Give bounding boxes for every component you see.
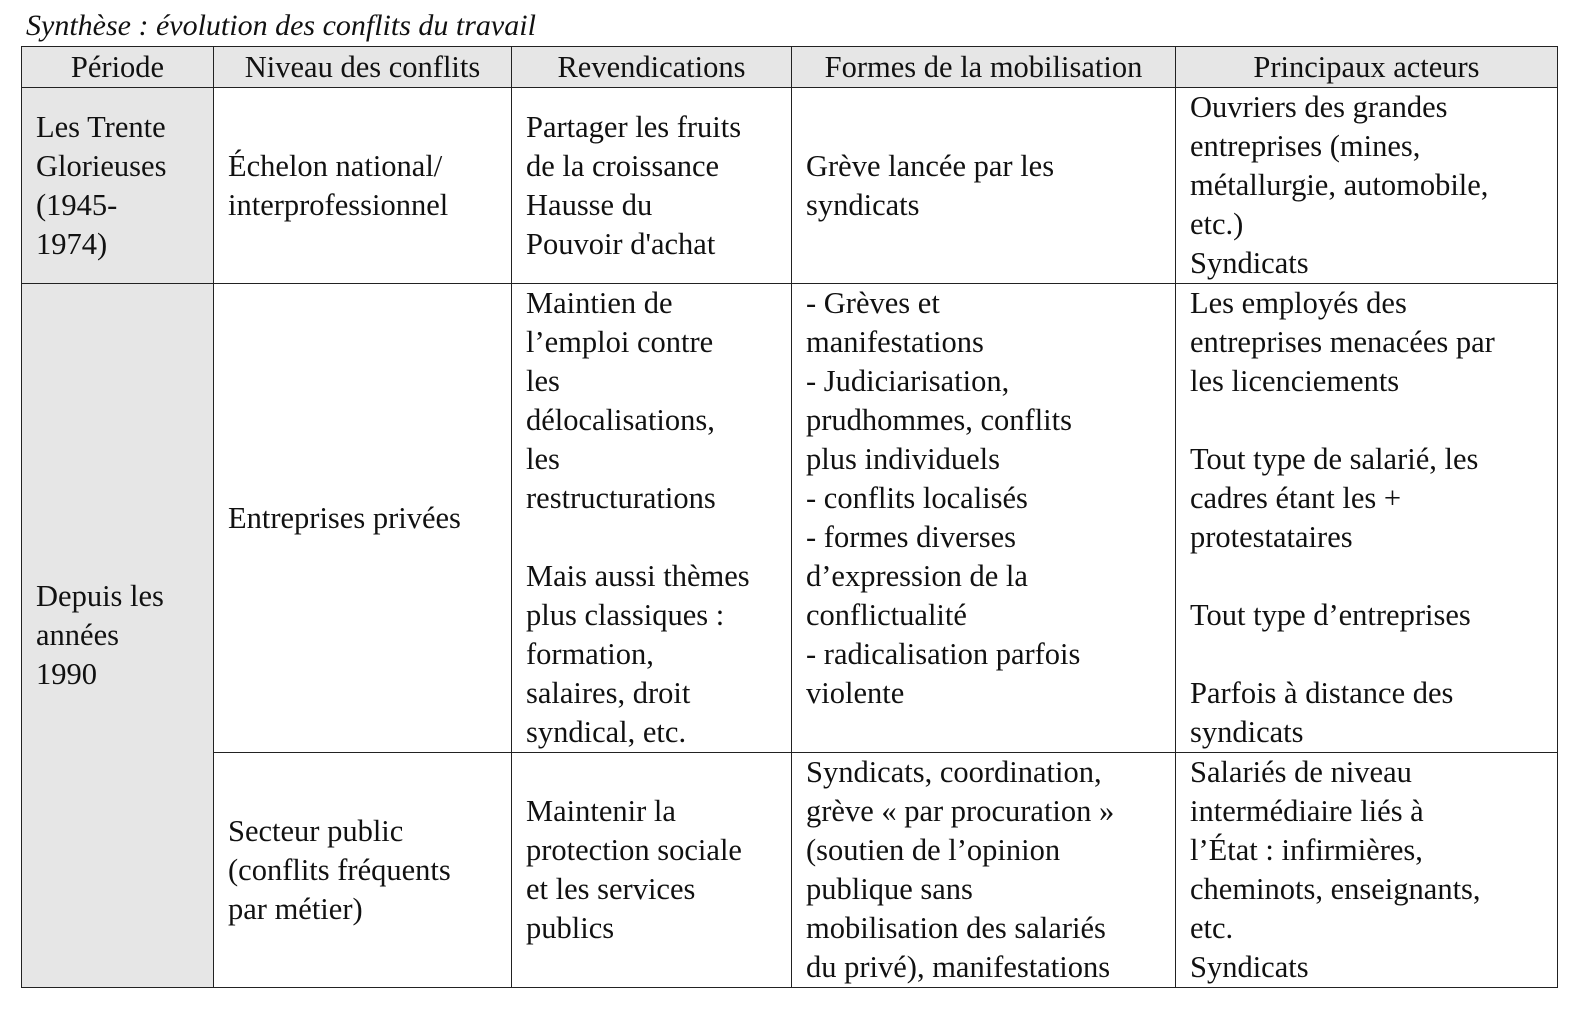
actors-cell [1176, 284, 1558, 753]
table-row [22, 88, 1558, 284]
level-cell [214, 284, 512, 753]
header-forms: Formes de la mobilisation [792, 47, 1176, 88]
claims-text: Maintenir la protection sociale et les services publics [526, 794, 742, 945]
claims-text: Partager les fruits de la croissance Hausse du Pouvoir d'achat [526, 109, 742, 261]
header-actors: Principaux acteurs [1176, 47, 1558, 88]
actors-text: Ouvriers des grandes entreprises (mines, métallurgie, automobile, etc.) Syndicats [1190, 90, 1489, 280]
period-cell [22, 88, 214, 284]
level-cell [214, 88, 512, 284]
level-text: Secteur public (conflits fréquents par métier) [228, 813, 451, 926]
forms-cell [792, 753, 1176, 988]
forms-text: Grève lancée par les syndicats [806, 148, 1055, 222]
table-caption: Synthèse : évolution des conflits du travail [26, 9, 536, 42]
actors-cell [1176, 88, 1558, 284]
header-level: Niveau des conflits [214, 47, 512, 88]
table-row [22, 753, 1558, 988]
level-cell [214, 753, 512, 988]
header-period: Période [22, 47, 214, 88]
claims-cell [512, 753, 792, 988]
claims-cell [512, 284, 792, 753]
forms-cell [792, 88, 1176, 284]
forms-text: - Grèves et manifestations - Judiciarisation, prudhommes, conflits plus individuels - conflits localisés - formes diverses d’expression de la conflictualité - radicalisation parfois violente [806, 286, 1081, 710]
actors-text: Salariés de niveau intermédiaire liés à l’État : infirmières, cheminots, enseignants, etc. Syndicats [1190, 755, 1481, 984]
table-row [22, 284, 1558, 753]
claims-text: Maintien de l’emploi contre les délocalisations, les restructurations Mais aussi thèmes plus classiques : formation, salaires, droit syndical, etc. [526, 286, 750, 749]
claims-cell [512, 88, 792, 284]
header-row [22, 47, 1558, 88]
level-text: Échelon national/ interprofessionnel [228, 148, 449, 222]
actors-text: Les employés des entreprises menacées par les licenciements Tout type de salarié, les cadres étant les + protestataires Tout type d’entreprises Parfois à distance des syndicats [1190, 286, 1495, 749]
period-text: Les Trente Glorieuses (1945- 1974) [36, 109, 167, 261]
forms-cell [792, 284, 1176, 753]
period-text: Depuis les années 1990 [36, 579, 164, 691]
synthesis-table [21, 46, 1558, 988]
period-cell [22, 284, 214, 988]
forms-text: Syndicats, coordination, grève « par procuration » (soutien de l’opinion publique sans mobilisation des salariés du privé), manifestations [806, 755, 1115, 984]
actors-cell [1176, 753, 1558, 988]
header-claims: Revendications [512, 47, 792, 88]
level-text: Entreprises privées [228, 500, 461, 535]
